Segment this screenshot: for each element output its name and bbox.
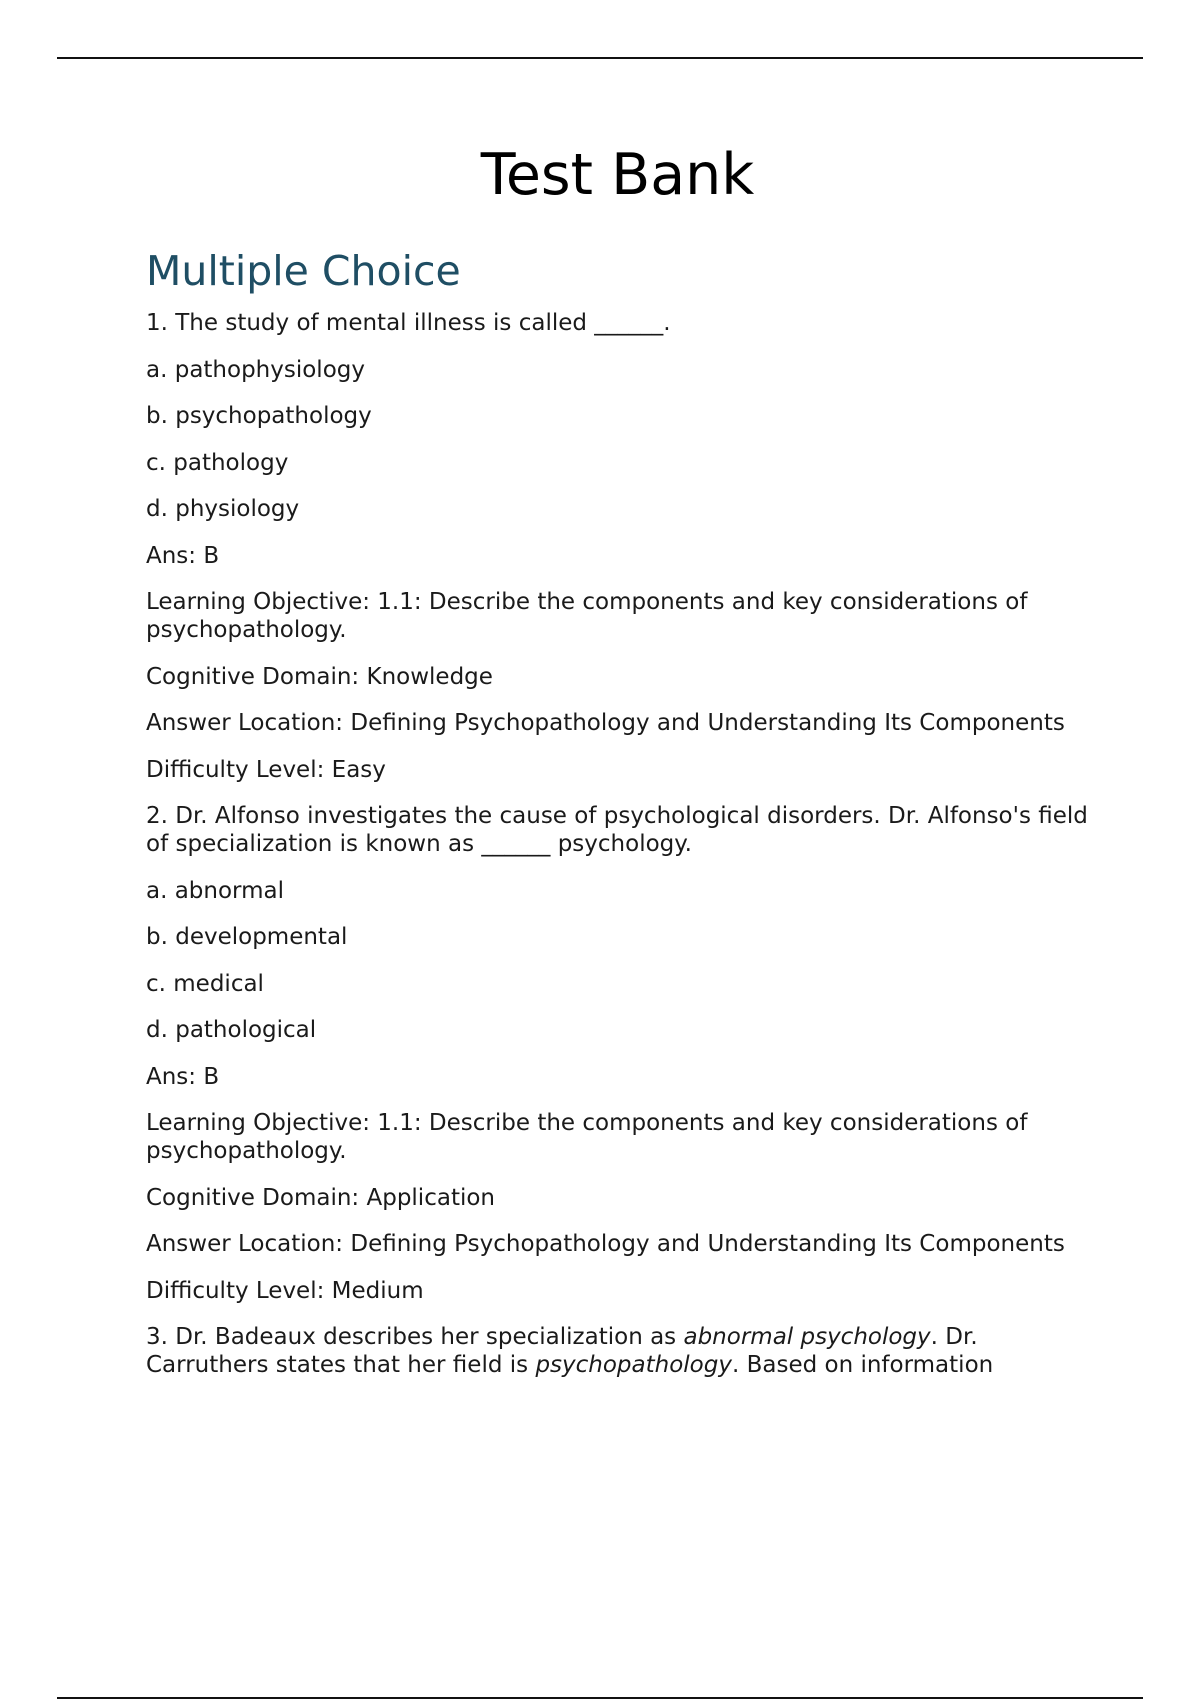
stem-text: . Based on information	[731, 1352, 994, 1378]
section-heading: Multiple Choice	[146, 247, 461, 295]
cognitive-domain: Cognitive Domain: Knowledge	[146, 663, 493, 690]
question-2	[146, 802, 1096, 1305]
difficulty-level: Difficulty Level: Medium	[146, 1277, 424, 1304]
stem-text: 3. Dr. Badeaux describes her specialization as	[146, 1324, 684, 1350]
answer-option-b: b. psychopathology	[146, 403, 372, 429]
answer-option-c: c. medical	[146, 970, 264, 997]
answer-option-b: b. developmental	[146, 924, 348, 950]
answer-option-a: a. abnormal	[146, 877, 284, 904]
top-rule	[57, 57, 1143, 59]
stem-text: . Dr. Carruthers states that her field is	[146, 1324, 978, 1378]
answer-location: Answer Location: Defining Psychopathology and Understanding Its Components	[146, 710, 1065, 736]
answer-key: Ans: B	[146, 1063, 220, 1090]
question-stem	[146, 1323, 1096, 1379]
learning-objective: Learning Objective: 1.1: Describe the components and key considerations of psychopathology.	[146, 1110, 1028, 1164]
answer-key: Ans: B	[146, 542, 220, 569]
difficulty-level: Difficulty Level: Easy	[146, 756, 386, 783]
document-body	[146, 245, 1096, 1398]
question-stem: 2. Dr. Alfonso investigates the cause of psychological disorders. Dr. Alfonso's field of specialization is known as ______ psychology.	[146, 803, 1088, 857]
answer-option-d: d. pathological	[146, 1017, 317, 1043]
answer-location: Answer Location: Defining Psychopathology and Understanding Its Components	[146, 1231, 1065, 1257]
stem-italic-term: psychopathology	[535, 1352, 732, 1378]
answer-option-c: c. pathology	[146, 449, 289, 476]
bottom-rule	[57, 1697, 1143, 1699]
learning-objective: Learning Objective: 1.1: Describe the components and key considerations of psychopathology.	[146, 589, 1028, 643]
cognitive-domain: Cognitive Domain: Application	[146, 1184, 495, 1211]
page-title: Test Bank	[480, 142, 755, 208]
stem-italic-term: abnormal psychology	[683, 1324, 931, 1350]
question-3	[146, 1323, 1096, 1379]
question-stem: 1. The study of mental illness is called ______.	[146, 310, 671, 336]
question-1	[146, 309, 1096, 784]
answer-option-a: a. pathophysiology	[146, 356, 365, 383]
answer-option-d: d. physiology	[146, 496, 300, 522]
